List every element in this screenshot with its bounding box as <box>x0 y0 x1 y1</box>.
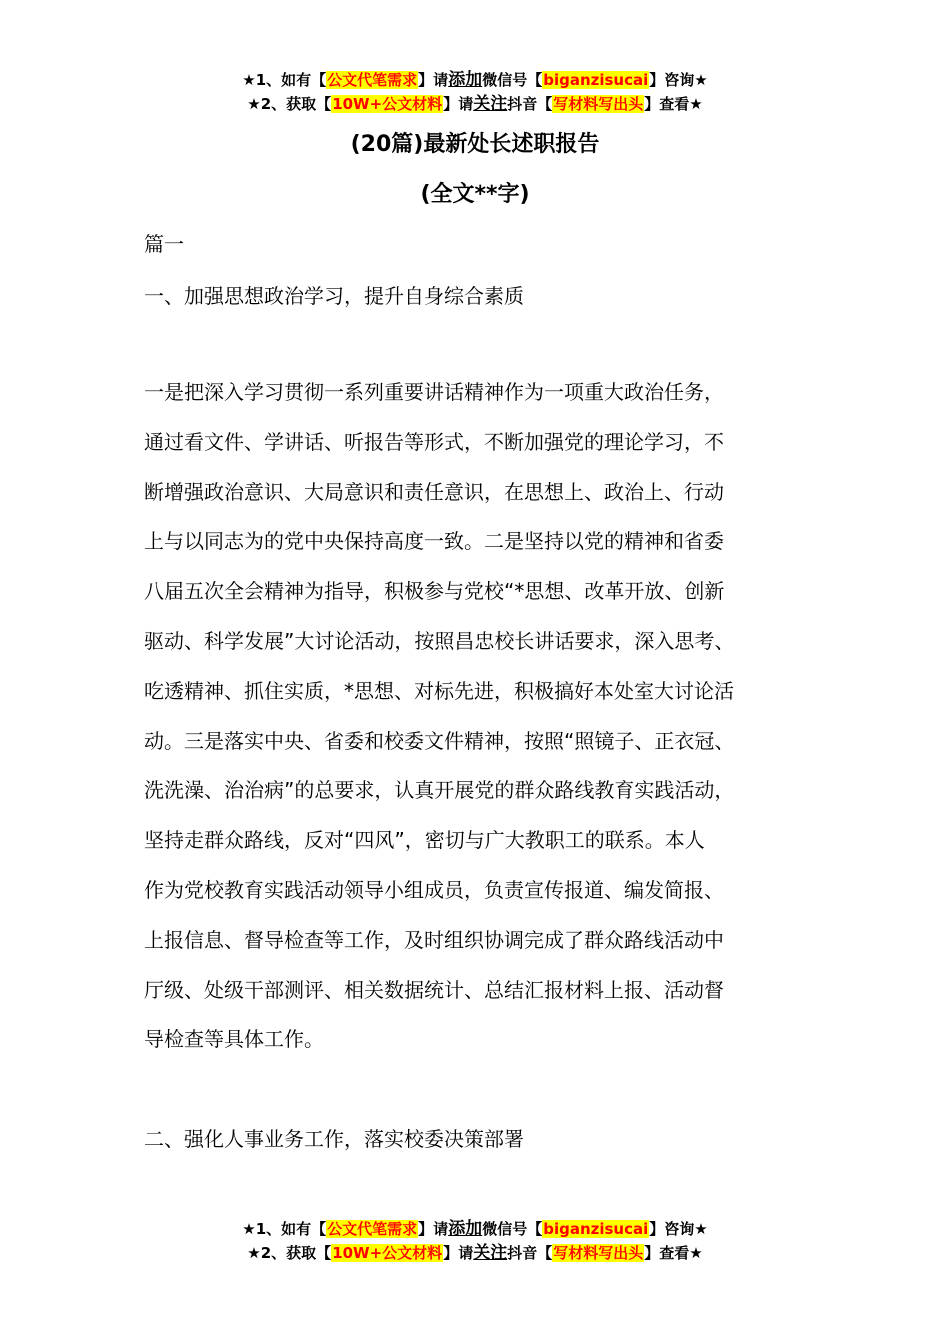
banner-text: 微信号【 <box>482 71 543 89</box>
body-line: 吃透精神、抓住实质，*思想、对标先进，积极搞好本处室大讨论活 <box>144 678 734 703</box>
body-line: 坚持走群众路线，反对“四风”，密切与广大教职工的联系。本人 <box>144 828 705 853</box>
banner-line-2 <box>0 1241 950 1265</box>
section-heading-2: 二、强化人事业务工作，落实校委决策部署 <box>144 1127 524 1151</box>
banner-highlight: 写材料写出头 <box>553 1244 644 1262</box>
footer-banner <box>0 1217 950 1265</box>
banner-highlight: 写材料写出头 <box>553 95 644 113</box>
banner-line-1 <box>0 1217 950 1241</box>
banner-text: ★1、如有【 <box>242 1220 327 1238</box>
body-line: 导检查等具体工作。 <box>144 1027 324 1052</box>
banner-highlight: 10W+公文材料 <box>332 1244 443 1262</box>
banner-text: 】咨询★ <box>649 1220 708 1238</box>
banner-text: 微信号【 <box>482 1220 543 1238</box>
document-subtitle: (全文**字) <box>420 182 530 207</box>
body-line: 一是把深入学习贯彻一系列重要讲话精神作为一项重大政治任务， <box>144 380 724 404</box>
banner-underlined: 关注 <box>473 1243 508 1263</box>
banner-underlined: 关注 <box>473 94 508 114</box>
section-label: 篇一 <box>144 232 184 256</box>
banner-underlined: 添加 <box>448 70 483 90</box>
banner-text: 抖音【 <box>507 1244 553 1262</box>
banner-text: 】请 <box>418 71 449 89</box>
body-line: 通过看文件、学讲话、听报告等形式，不断加强党的理论学习，不 <box>144 429 724 454</box>
banner-text: 】请 <box>443 95 474 113</box>
body-paragraph <box>144 377 834 1074</box>
body-line: 断增强政治意识、大局意识和责任意识，在思想上、政治上、行动 <box>144 479 724 504</box>
body-line: 动。三是落实中央、省委和校委文件精神，按照“照镜子、正衣冠、 <box>144 728 735 753</box>
body-line: 作为党校教育实践活动领导小组成员，负责宣传报道、编发简报、 <box>144 877 724 902</box>
banner-text: ★2、获取【 <box>247 95 332 113</box>
body-line: 驱动、科学发展”大讨论活动，按照昌忠校长讲话要求，深入思考、 <box>144 628 735 653</box>
banner-line-2 <box>0 92 950 116</box>
banner-line-1 <box>0 68 950 92</box>
header-banner <box>0 68 950 116</box>
banner-underlined: 添加 <box>448 1219 483 1239</box>
banner-highlight: 10W+公文材料 <box>332 95 443 113</box>
body-line: 上与以同志为的党中央保持高度一致。二是坚持以党的精神和省委 <box>144 529 724 554</box>
banner-text: 】查看★ <box>644 95 703 113</box>
section-heading-1: 一、加强思想政治学习，提升自身综合素质 <box>144 284 524 308</box>
body-line: 洗洗澡、治治病”的总要求，认真开展党的群众路线教育实践活动， <box>144 778 735 803</box>
banner-text: 】请 <box>418 1220 449 1238</box>
banner-text: ★1、如有【 <box>242 71 327 89</box>
body-line: 上报信息、督导检查等工作，及时组织协调完成了群众路线活动中 <box>144 927 724 952</box>
document-title: (20篇)最新处长述职报告 <box>350 132 600 157</box>
banner-text: 】查看★ <box>644 1244 703 1262</box>
banner-text: 】咨询★ <box>649 71 708 89</box>
banner-highlight: biganzisucai <box>543 1220 649 1238</box>
banner-highlight: 公文代笔需求 <box>327 1220 418 1238</box>
body-line: 厅级、处级干部测评、相关数据统计、总结汇报材料上报、活动督 <box>144 977 724 1002</box>
banner-highlight: 公文代笔需求 <box>327 71 418 89</box>
body-line: 八届五次全会精神为指导，积极参与党校“*思想、改革开放、创新 <box>144 579 725 604</box>
banner-text: ★2、获取【 <box>247 1244 332 1262</box>
banner-text: 抖音【 <box>507 95 553 113</box>
banner-highlight: biganzisucai <box>543 71 649 89</box>
banner-text: 】请 <box>443 1244 474 1262</box>
